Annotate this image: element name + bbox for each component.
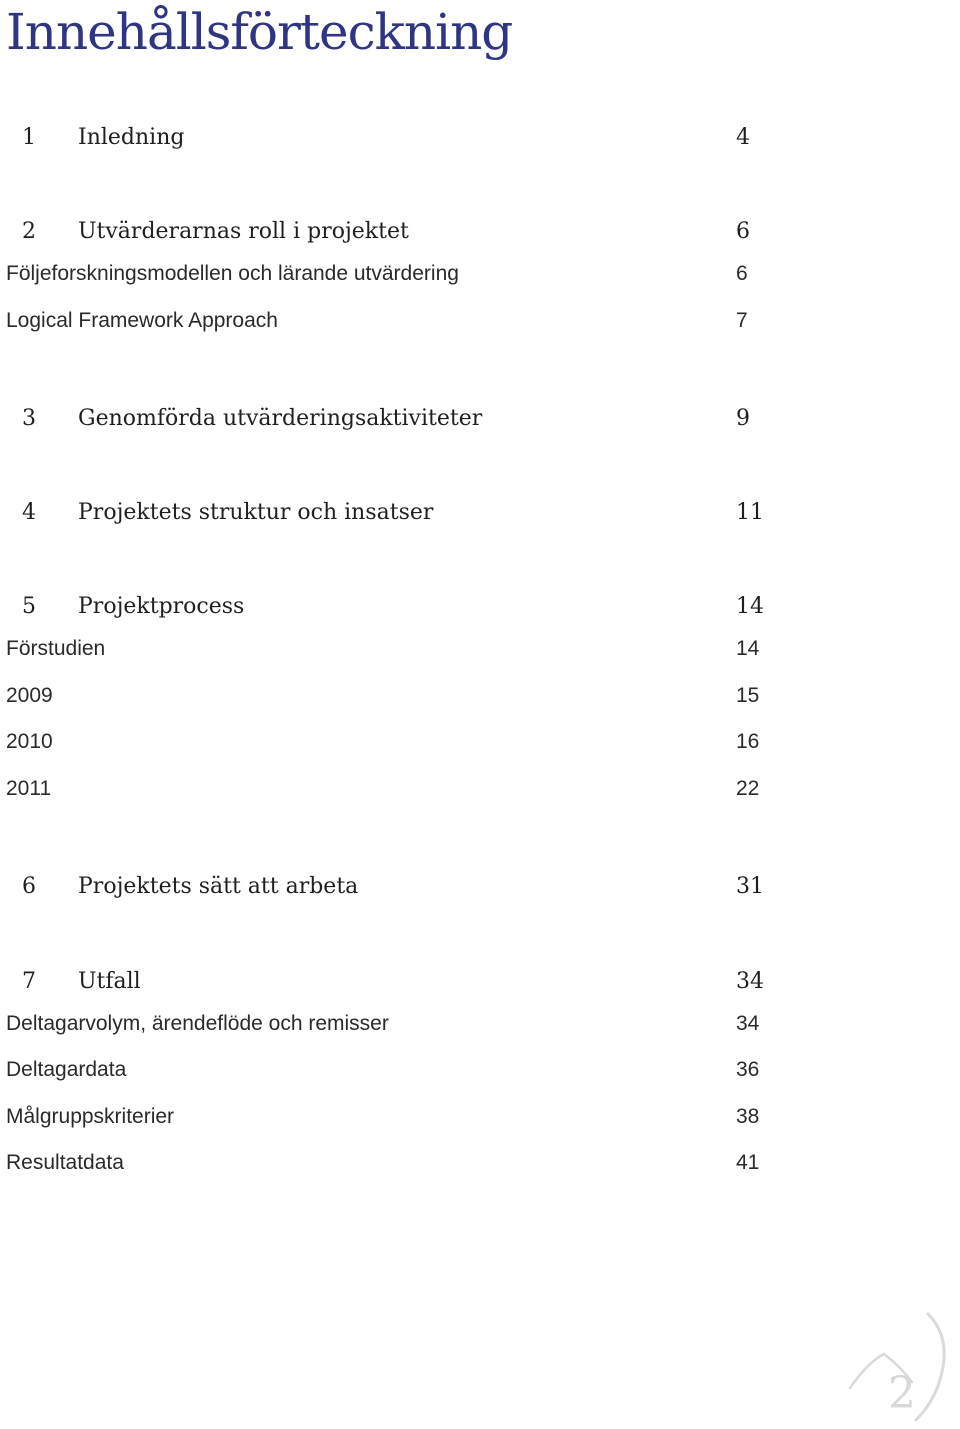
section-page: 34: [736, 1012, 760, 1035]
section-page: 6: [736, 262, 748, 285]
section-title: Deltagardata: [6, 1058, 127, 1081]
section-page: 14: [736, 637, 760, 660]
logo-mark-icon: [840, 1300, 960, 1429]
section-title: Följeforskningsmodellen och lärande utvärdering: [6, 262, 459, 285]
chapter-title: Projektets struktur och insatser: [78, 500, 434, 525]
chapter-number: 6: [22, 874, 36, 899]
chapter-number: 3: [22, 406, 36, 431]
section-page: 41: [736, 1151, 760, 1174]
chapter-page: 11: [736, 500, 764, 525]
chapter-title: Inledning: [78, 125, 185, 150]
section-page: 16: [736, 730, 760, 753]
section-title: Resultatdata: [6, 1151, 124, 1174]
chapter-title: Utfall: [78, 969, 141, 994]
chapter-number: 4: [22, 500, 36, 525]
chapter-number: 1: [22, 125, 36, 150]
chapter-title: Genomförda utvärderingsaktiviteter: [78, 406, 483, 431]
chapter-page: 4: [736, 125, 750, 150]
chapter-page: 9: [736, 406, 750, 431]
chapter-page: 31: [736, 874, 764, 899]
chapter-page: 34: [736, 969, 764, 994]
logo-mark-digit: 2: [888, 1368, 916, 1419]
section-title: Förstudien: [6, 637, 106, 660]
chapter-title: Projektprocess: [78, 594, 245, 619]
section-title: Logical Framework Approach: [6, 309, 278, 332]
section-title: 2010: [6, 730, 53, 753]
chapter-page: 6: [736, 219, 750, 244]
chapter-title: Projektets sätt att arbeta: [78, 874, 359, 899]
chapter-number: 2: [22, 219, 36, 244]
section-page: 15: [736, 684, 760, 707]
chapter-number: 7: [22, 969, 36, 994]
section-page: 22: [736, 777, 760, 800]
section-title: Målgruppskriterier: [6, 1105, 175, 1128]
section-title: 2011: [6, 777, 52, 800]
page-title: Innehållsförteckning: [6, 3, 513, 61]
section-title: Deltagarvolym, ärendeflöde och remisser: [6, 1012, 389, 1035]
chapter-number: 5: [22, 594, 36, 619]
chapter-page: 14: [736, 594, 764, 619]
section-page: 36: [736, 1058, 760, 1081]
section-page: 38: [736, 1105, 760, 1128]
chapter-title: Utvärderarnas roll i projektet: [78, 219, 409, 244]
section-page: 7: [736, 309, 748, 332]
section-title: 2009: [6, 684, 53, 707]
